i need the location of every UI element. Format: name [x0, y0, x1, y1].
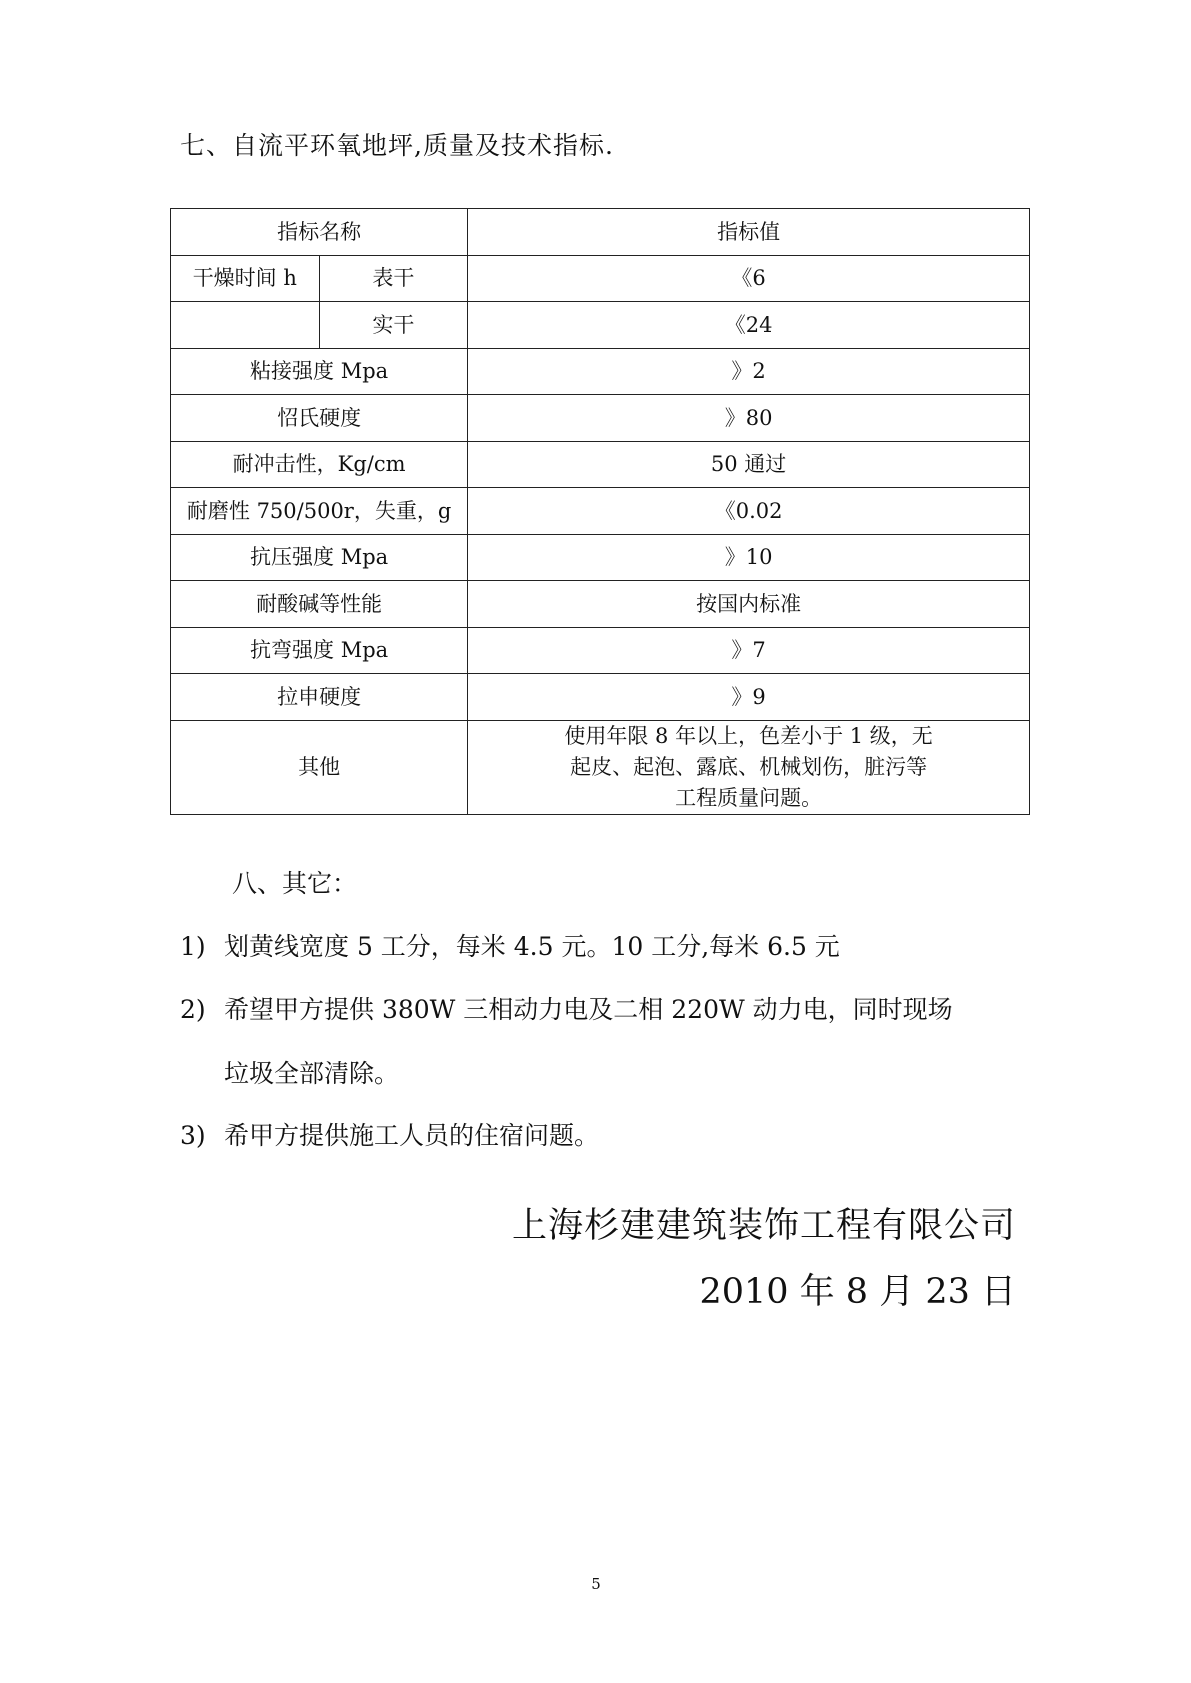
- drying-time-label: 干燥时间 h: [171, 255, 320, 302]
- list-item-continuation: 垃圾全部清除。: [224, 1059, 400, 1088]
- section8-title: 八、其它：: [232, 869, 358, 898]
- table-row: [171, 441, 1030, 488]
- row-name-cell: 拉申硬度: [171, 674, 468, 721]
- row-value-cell: 按国内标准: [468, 581, 1030, 628]
- row-value-cell: 》9: [468, 674, 1030, 721]
- list-item-number: 2): [180, 995, 206, 1024]
- table-row: [171, 395, 1030, 442]
- surface-dry-value: 《6: [468, 255, 1030, 302]
- row-value-cell: 《0.02: [468, 488, 1030, 535]
- table-row: [171, 674, 1030, 721]
- header-name-cell: 指标名称: [171, 209, 468, 256]
- other-value-line: 工程质量问题。: [675, 785, 823, 810]
- table-row: [171, 534, 1030, 581]
- row-name-cell: 耐酸碱等性能: [171, 581, 468, 628]
- hard-dry-value: 《24: [468, 302, 1030, 349]
- table-row: [171, 488, 1030, 535]
- other-value-line: 使用年限 8 年以上，色差小于 1 级，无: [564, 723, 933, 748]
- surface-dry-label: 表干: [319, 255, 468, 302]
- row-value-cell: 》2: [468, 348, 1030, 395]
- table-row: [171, 255, 1030, 302]
- table-row: [171, 348, 1030, 395]
- spec-table: [170, 208, 1030, 815]
- table-row: [171, 302, 1030, 349]
- list-item-number: 3): [180, 1121, 206, 1150]
- company-signature: 上海杉建建筑装饰工程有限公司: [511, 1206, 1016, 1246]
- section-title: 七、自流平环氧地坪,质量及技术指标.: [180, 131, 614, 160]
- header-value-cell: 指标值: [468, 209, 1030, 256]
- row-value-cell: 》80: [468, 395, 1030, 442]
- row-name-cell: 粘接强度 Mpa: [171, 348, 468, 395]
- list-item-text: 希甲方提供施工人员的住宿问题。: [224, 1121, 600, 1150]
- table-row: [171, 627, 1030, 674]
- other-value-cell: [468, 720, 1030, 814]
- other-value-line: 起皮、起泡、露底、机械划伤，脏污等: [570, 754, 928, 779]
- empty-cell: [171, 302, 320, 349]
- signature-date: 2010 年 8 月 23 日: [699, 1272, 1016, 1312]
- row-value-cell: 》10: [468, 534, 1030, 581]
- row-name-cell: 耐冲击性，Kg/cm: [171, 441, 468, 488]
- list-item-text: 划黄线宽度 5 工分，每米 4.5 元。10 工分,每米 6.5 元: [224, 932, 840, 961]
- row-name-cell: 耐磨性 750/500r，失重，g: [171, 488, 468, 535]
- table-row-other: [171, 720, 1030, 814]
- table-header-row: [171, 209, 1030, 256]
- list-item-number: 1): [180, 932, 206, 961]
- other-name-cell: 其他: [171, 720, 468, 814]
- row-value-cell: 》7: [468, 627, 1030, 674]
- row-name-cell: 抗弯强度 Mpa: [171, 627, 468, 674]
- row-value-cell: 50 通过: [468, 441, 1030, 488]
- list-item-text: 希望甲方提供 380W 三相动力电及二相 220W 动力电，同时现场: [224, 995, 953, 1024]
- page-number: 5: [591, 1575, 601, 1593]
- row-name-cell: 抗压强度 Mpa: [171, 534, 468, 581]
- table-row: [171, 581, 1030, 628]
- hard-dry-label: 实干: [319, 302, 468, 349]
- row-name-cell: 怊氏硬度: [171, 395, 468, 442]
